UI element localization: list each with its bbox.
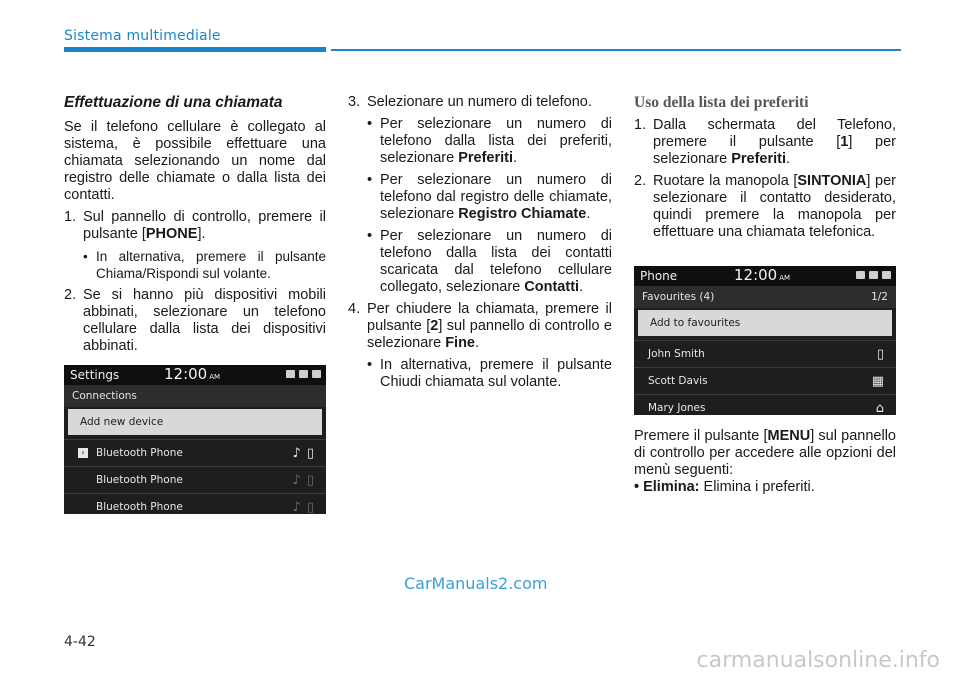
status-icons — [286, 370, 321, 378]
phone-favourites-screen — [634, 266, 896, 415]
heading-make-call: Effettuazione di una chiamata — [64, 94, 283, 111]
mobile-phone-icon: ▯ — [876, 347, 884, 362]
bluetooth-icon — [869, 271, 878, 279]
office-icon: ▦ — [871, 374, 884, 389]
step-number: 2. — [64, 287, 77, 303]
option-delete: • Elimina: Elimina i preferiti. — [634, 479, 815, 495]
list-item[interactable]: › Bluetooth Phone ♪ ▯ — [64, 439, 326, 466]
heading-favourites: Uso della lista dei preferiti — [634, 94, 809, 111]
phone-icon: ▯ — [306, 473, 314, 488]
step-1: 1. Sul pannello di controllo, premere il pulsante [PHONE]. — [64, 209, 326, 242]
settings-screen — [64, 365, 326, 514]
step-2: 2. Se si hanno più dispositivi mobili abbinati, selezionare un telefono cellulare dalla lista dei dispositivi abbinati. — [64, 287, 326, 354]
list-item[interactable]: Mary Jones ⌂ — [634, 394, 896, 415]
footer-watermark: carmanualsonline.info — [696, 648, 940, 673]
page-indicator: 1/2 — [871, 291, 888, 303]
list-item[interactable]: Add to favourites — [638, 310, 892, 336]
clock: 12:00 AM — [164, 365, 221, 383]
subheader: Connections — [64, 385, 326, 407]
home-icon: ⌂ — [875, 401, 884, 415]
column-1 — [64, 94, 326, 355]
screen-title: Phone — [640, 269, 678, 283]
list-item[interactable]: Add new device — [68, 409, 322, 435]
music-icon: ♪ — [292, 446, 301, 461]
list-item[interactable]: John Smith ▯ — [634, 340, 896, 367]
screen-title: Settings — [70, 368, 120, 382]
list-item[interactable]: Bluetooth Phone ♪ ▯ — [64, 466, 326, 493]
battery-icon — [856, 271, 865, 279]
music-icon: ♪ — [292, 500, 301, 514]
list-item[interactable]: Bluetooth Phone ♪ ▯ — [64, 493, 326, 514]
bullet-item: • Per selezionare un numero di telefono dalla lista dei contatti scaricata dal telefono cellulare collegato, selezionare Contatti. — [367, 228, 612, 295]
column-3 — [634, 94, 896, 241]
bluetooth-icon — [299, 370, 308, 378]
phone-icon: ▯ — [306, 500, 314, 514]
column-2 — [348, 94, 612, 391]
step-2: 2. Ruotare la manopola [SINTONIA] per selezionare il contatto desiderato, quindi premere la manopola per effettuare una chiamata telefonica. — [634, 173, 897, 240]
intro-paragraph: Se il telefono cellulare è collegato al sistema, è possibile effettuare una chiamata selezionando un nome dal registro delle chiamate o dalla lista dei contatti. — [64, 119, 326, 203]
watermark: CarManuals2.com — [404, 574, 548, 593]
bullet-item: • In alternativa, premere il pulsante Chiudi chiamata sul volante. — [367, 357, 612, 390]
header-rule-thin — [331, 49, 901, 51]
signal-icon — [882, 271, 891, 279]
step-4: 4. Per chiudere la chiamata, premere il pulsante [2] sul pannello di controllo e selezionare Fine. — [348, 301, 612, 351]
battery-icon — [286, 370, 295, 378]
bullet-item: • Per selezionare un numero di telefono dal registro delle chiamate, selezionare Registro Chiamate. — [367, 172, 612, 222]
header-rule-thick — [64, 47, 326, 52]
status-bar — [64, 365, 326, 385]
chevron-right-icon: › — [78, 448, 88, 458]
step-number: 1. — [64, 209, 77, 225]
status-icons — [856, 271, 891, 279]
page-number: 4-42 — [64, 634, 96, 650]
section-title: Sistema multimediale — [64, 28, 221, 44]
music-icon: ♪ — [292, 473, 301, 488]
menu-options-text: Premere il pulsante [MENU] sul pannello di controllo per accedere alle opzioni del menù seguenti: • Elimina: Elimina i preferiti. — [634, 428, 896, 495]
clock: 12:00 AM — [734, 266, 791, 284]
key-phone: PHONE — [145, 226, 198, 242]
step-1: 1. Dalla schermata del Telefono, premere il pulsante [1] per selezionare Preferiti. — [634, 117, 897, 167]
list-item[interactable]: Scott Davis ▦ — [634, 367, 896, 394]
phone-icon: ▯ — [306, 446, 314, 461]
signal-icon — [312, 370, 321, 378]
status-bar — [634, 266, 896, 286]
bullet-item: • Per selezionare un numero di telefono dalla lista dei preferiti, selezionare Preferiti. — [367, 116, 612, 166]
step-3: 3. Selezionare un numero di telefono. — [348, 94, 592, 110]
bullet-item: • In alternativa, premere il pulsante Chiama/Rispondi sul volante. — [83, 249, 326, 281]
subheader: Favourites (4) 1/2 — [634, 286, 896, 308]
